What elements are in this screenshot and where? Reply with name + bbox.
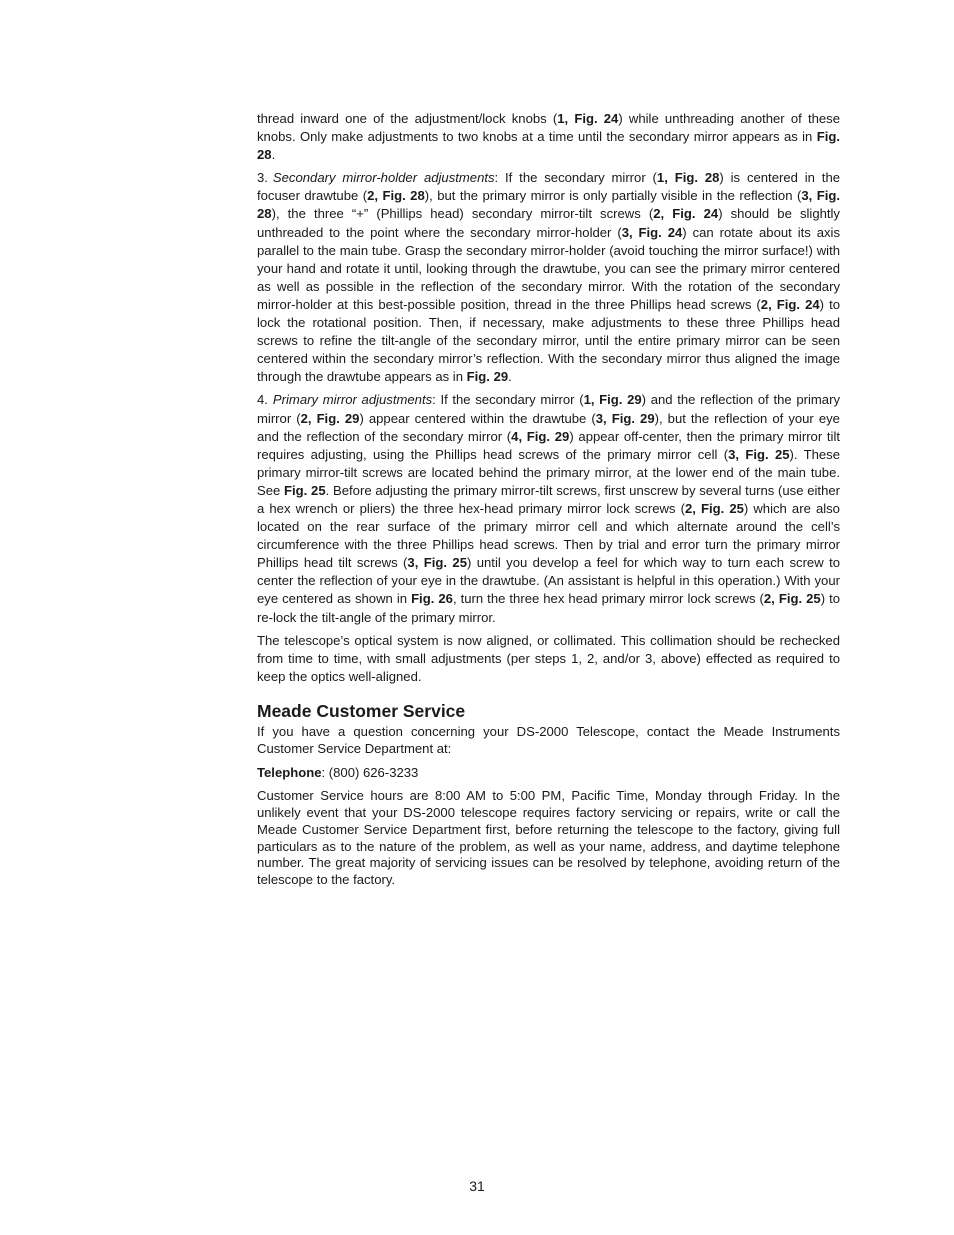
paragraph-service-hours: Customer Service hours are 8:00 AM to 5:00 PM, Pacific Time, Monday through Friday. In the unlikely event that your DS-2000 telescope requires factory servicing or repairs, write or call the Meade Customer Service Department first, before returning the telescope to the factory, giving full particulars as to the nature of the problem, as well as your name, address, and daytime telephone number. The great majority of servicing issues can be resolved by telephone, avoiding return of the telescope to the factory. <box>257 788 840 888</box>
figure-reference: Fig. 29 <box>466 369 509 385</box>
paragraph-service-intro: If you have a question concerning your DS-2000 Telescope, contact the Meade Instruments Customer Service Department at: <box>257 723 840 756</box>
figure-reference: 3, Fig. 25 <box>407 555 467 571</box>
text: ) appear off-center, then the primary mirror tilt requires adjusting, using the Phillips head screws of the primary mirror cell ( <box>257 428 840 462</box>
telephone-label: Telephone <box>257 764 322 780</box>
paragraph-primary-mirror <box>257 391 840 626</box>
text: ) should be slightly unthreaded to the point where the secondary mirror-holder ( <box>257 206 840 240</box>
step-number: 4. <box>257 392 268 408</box>
text: ), but the primary mirror is only partially visible in the reflection ( <box>424 188 802 204</box>
page-number: 31 <box>469 1178 485 1194</box>
figure-reference: 3, Fig. 28 <box>257 188 840 222</box>
figure-reference: Fig. 28 <box>257 129 840 163</box>
text: ) while unthreading another of these knobs. Only make adjustments to two knobs at a time until the secondary mirror appears as in <box>257 111 840 145</box>
figure-reference: 3, Fig. 25 <box>728 446 790 462</box>
figure-reference: 2, Fig. 25 <box>684 500 744 516</box>
figure-reference: 2, Fig. 24 <box>653 206 719 222</box>
telephone-number: : (800) 626-3233 <box>321 764 419 780</box>
figure-reference: 2, Fig. 25 <box>763 591 821 607</box>
text: ) which are also located on the rear surface of the primary mirror cell and which alternate around the cell’s circumference with the three Phillips head screws. Then by trial and error turn the primary mirror Phillips head tilt screws ( <box>257 500 840 571</box>
figure-reference: 1, Fig. 29 <box>583 392 642 408</box>
step-number: 3. <box>257 170 268 186</box>
text: . <box>271 147 276 163</box>
figure-reference: 3, Fig. 24 <box>621 224 683 240</box>
text: ), the three “+” (Phillips head) secondary mirror-tilt screws ( <box>271 206 654 222</box>
text: ), but the reflection of your eye and the reflection of the secondary mirror ( <box>257 410 840 444</box>
text: , turn the three hex head primary mirror lock screws ( <box>452 591 764 607</box>
telephone-line <box>257 765 840 782</box>
figure-reference: 4, Fig. 29 <box>511 428 570 444</box>
paragraph-secondary-mirror-holder <box>257 169 840 386</box>
step-title: Primary mirror adjustments <box>272 392 433 408</box>
text: . Before adjusting the primary mirror-tilt screws, first unscrew by several turns (use either a hex wrench or pliers) the three hex-head primary mirror lock screws ( <box>257 482 840 516</box>
text: ) until you develop a feel for which way to turn each screw to center the reflection of your eye in the drawtube. (An assistant is helpful in this operation.) With your eye centered as shown in <box>257 555 840 607</box>
figure-reference: 3, Fig. 29 <box>595 410 655 426</box>
figure-reference: 2, Fig. 24 <box>760 296 820 312</box>
figure-reference: 1, Fig. 28 <box>656 170 720 186</box>
step-title: Secondary mirror-holder adjustments <box>272 170 495 186</box>
figure-reference: Fig. 26 <box>411 591 453 607</box>
page-body <box>257 110 840 894</box>
text: ). These primary mirror-tilt screws are located behind the primary mirror, at the lower end of the main tube. See <box>257 446 840 498</box>
text: . <box>508 369 512 385</box>
paragraph-knob-adjustment <box>257 110 840 164</box>
figure-reference: 2, Fig. 28 <box>367 188 425 204</box>
figure-reference: 2, Fig. 29 <box>300 410 360 426</box>
paragraph-collimation-summary: The telescope’s optical system is now aligned, or collimated. This collimation should be rechecked from time to time, with small adjustments (per steps 1, 2, and/or 3, above) effected as required to keep the optics well-aligned. <box>257 632 840 684</box>
text: : If the secondary mirror ( <box>494 170 657 186</box>
text: ) to re-lock the tilt-angle of the primary mirror. <box>257 591 840 625</box>
text: : If the secondary mirror ( <box>432 392 584 408</box>
text: ) can rotate about its axis parallel to the main tube. Grasp the secondary mirror-holder (avoid touching the mirror surface!) with your hand and rotate it until, looking through the drawtube, you can see the primary mirror centered as well as possible in the reflection of the secondary mirror. With the rotation of the secondary mirror-holder at this best-possible position, thread in the three Phillips head screws ( <box>257 224 840 312</box>
text: ) to lock the rotational position. Then, if necessary, make adjustments to these three Phillips head screws to refine the tilt-angle of the secondary mirror, until the entire primary mirror can be seen centered within the secondary mirror’s reflection. With the secondary mirror thus aligned the image through the drawtube appears as in <box>257 296 840 385</box>
section-heading-customer-service: Meade Customer Service <box>257 700 466 721</box>
text: ) is centered in the focuser drawtube ( <box>257 170 841 204</box>
figure-reference: 1, Fig. 24 <box>557 111 619 126</box>
text: thread inward one of the adjustment/lock knobs ( <box>257 111 558 126</box>
text: ) appear centered within the drawtube ( <box>359 410 596 426</box>
text: ) and the reflection of the primary mirror ( <box>257 392 840 426</box>
figure-reference: Fig. 25 <box>284 482 326 498</box>
